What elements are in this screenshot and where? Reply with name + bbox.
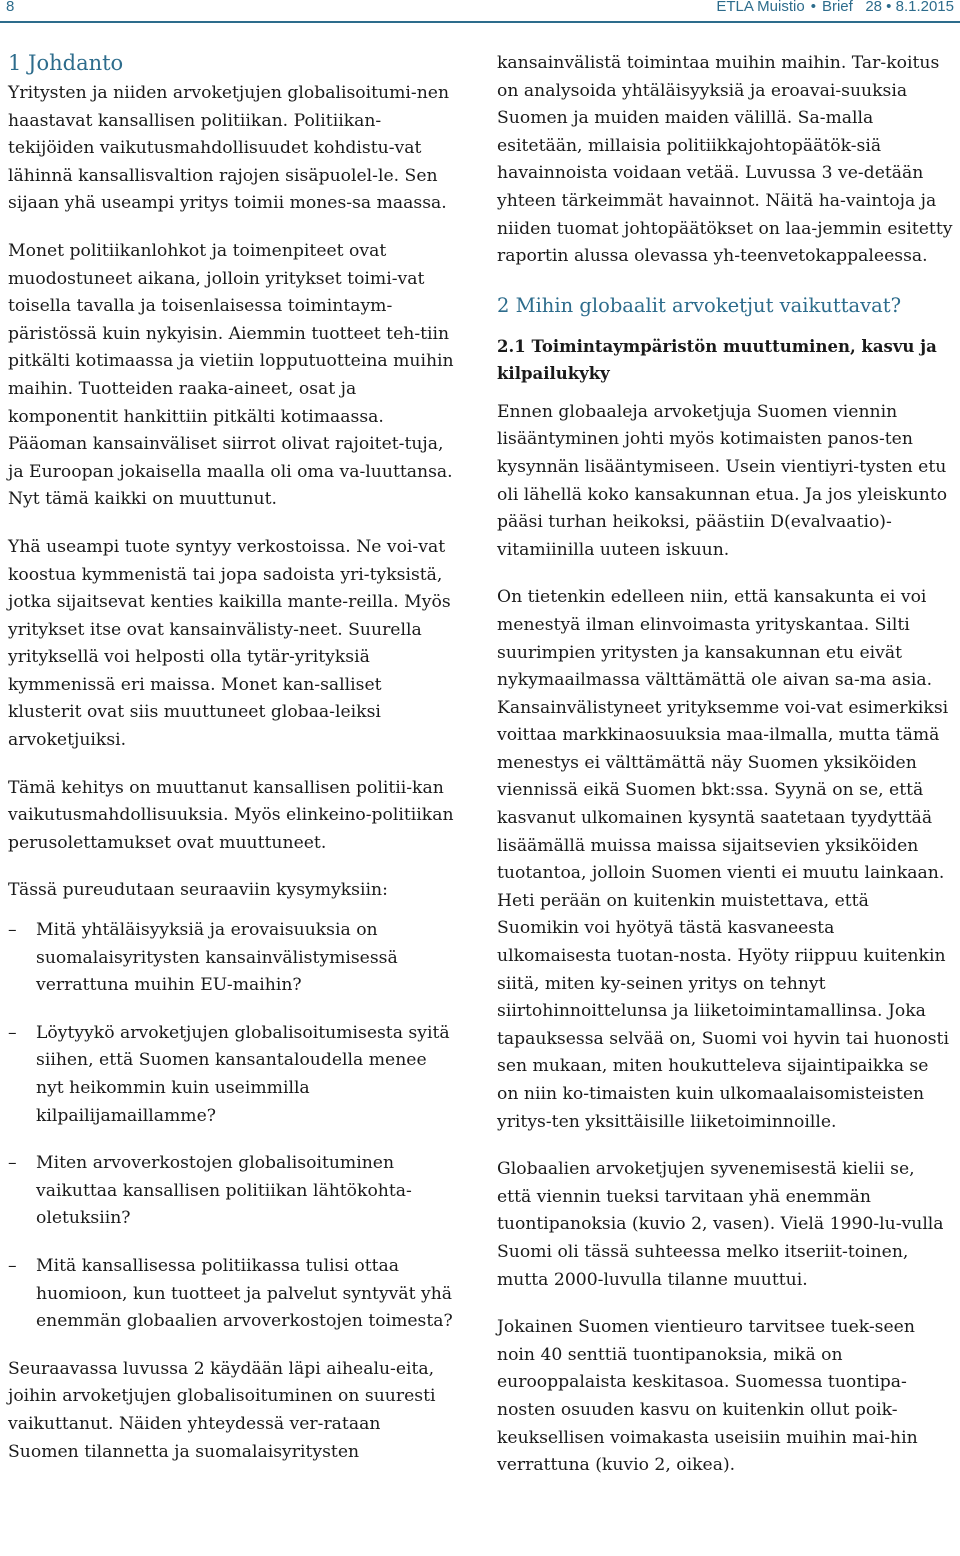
body-paragraph: Yritysten ja niiden arvoketjujen globalisoitumi-nen haastavat kansallisen politiikan. Politiikan-tekijöiden vaikutusmahdollisuudet kohdistu-vat lähinnä kansallisvaltion rajojen sisäpuolel-le. Sen sijaan yhä useampi yritys toimii mones-sa maassa. xyxy=(8,83,450,214)
body-paragraph: Yhä useampi tuote syntyy verkostoissa. Ne voi-vat koostua kymmenistä tai jopa sadoista yri-tyksistä, jotka sijaitsevat kenties kaikilla mante-reilla. Myös yritykset itse ovat kansainvälisty-neet. Suurella yrityksellä voi helposti olla tytär-yrityksiä kymmenissä eri maissa. Monet kan-salliset klusterit ovat siis muuttuneet globaa-leiksi arvoketjuiksi. xyxy=(8,536,451,751)
list-item-text: Mitä kansallisessa politiikassa tulisi ottaa huomioon, kun tuotteet ja palvelut syntyvät yhä enemmän globaalien arvoverkostojen toimesta? xyxy=(36,1255,453,1332)
body-paragraph: Tämä kehitys on muuttanut kansallisen politii-kan vaikutusmahdollisuuksia. Myös elinkeino-politiikan perusolettamukset ovat muuttuneet. xyxy=(8,777,454,853)
body-paragraph: Jokainen Suomen vientieuro tarvitsee tuek-seen noin 40 senttiä tuontipanoksia, mikä on eurooppalaista keskitasoa. Suomessa tuontipa-nosten osuuden kasvu on kuitenkin ollut poik-keuksellisen voimakasta useisiin muihin mai-hin verrattuna (kuvio 2, oikea). xyxy=(497,1317,918,1476)
body-paragraph: Tässä pureudutaan seuraaviin kysymyksiin: xyxy=(8,880,388,901)
body-paragraph: Ennen globaaleja arvoketjuja Suomen viennin lisääntyminen johti myös kotimaisten panos-ten kysynnän lisääntymiseen. Usein vientiyri-tysten etu oli lähellä koko kansakunnan etua. Ja jos yleiskunto pääsi turhan heikoksi, päästiin D(evalvaatio)-vitamiinilla uuteen iskuun. xyxy=(497,401,948,560)
body-paragraph: On tietenkin edelleen niin, että kansakunta ei voi menestyä ilman elinvoimasta yrityskantaa. Silti suurimpien yritysten ja kansakunnan etu eivät nykymaailmassa välttämättä ole aivan sa-ma asia. Kansainvälistyneet yrityksemme voi-vat esimerkiksi voittaa markkinaosuuksia maa-ilmalla, mutta tämä menestys ei välttämättä näy Suomen yksiköiden viennissä eikä Suomen bkt:ssa. Syynä on se, että kasvanut ulkomainen kysyntä saatetaan tyydyttää lisäämällä muissa maissa sijaitsevien yksiköiden tuotantoa, jolloin Suomen vienti ei muutu lainkaan. Heti perään on kuitenkin muistettava, että Suomikin voi hyötyä tästä kasvaneesta ulkomaisesta tuotan-nosta. Hyöty riippuu kuitenkin siitä, miten ky-seinen yritys on tehnyt siirtohinnoittelunsa ja liiketoimintamallinsa. Joka tapauksessa selvää on, Suomi voi hyvin tai huonosti sen mukaan, miten houkutteleva sijaintipaikka se on niin ko-timaisten kuin ulkomaalaisomisteisten yritys-ten yksittäisille liiketoiminnoille. xyxy=(497,587,949,1132)
dash-marker: – xyxy=(8,1022,17,1043)
body-paragraph: Seuraavassa luvussa 2 käydään läpi aihealu-eita, joihin arvoketjujen globalisoituminen on suuresti vaikuttanut. Näiden yhteydessä ver-rataan Suomen tilannetta ja suomalaisyritysten xyxy=(8,1358,436,1462)
publication-name: ETLA Muistio xyxy=(716,0,805,15)
section-heading-arvoketjut: 2 Mihin globaalit arvoketjut vaikuttavat? xyxy=(497,293,902,317)
subsection-heading: 2.1 Toimintaympäristön muuttuminen, kasvu ja kilpailukyky xyxy=(497,336,937,383)
list-item-text: Löytyykö arvoketjujen globalisoitumisesta syitä siihen, että Suomen kansantaloudella menee nyt heikommin kuin useimmilla kilpailijamaillamme? xyxy=(36,1022,450,1126)
body-paragraph: kansainvälistä toimintaa muihin maihin. Tar-koitus on analysoida yhtäläisyyksiä ja eroavai-suuksia Suomen ja muiden maiden välillä. Sa-malla esitetään, millaisia politiikkajohtopäätök-siä havainnoista voidaan vetää. Luvussa 3 ve-detään yhteen tärkeimmät havainnot. Näitä ha-vaintoja ja niiden tuomat johtopäätökset on laa-jemmin esitetty raportin alussa olevassa yh-teenvetokappaleessa. xyxy=(497,53,953,267)
list-item xyxy=(8,1020,456,1130)
series-name: Brief xyxy=(821,0,853,15)
header-separator: • xyxy=(810,0,816,15)
right-column xyxy=(497,50,953,1480)
section-heading-johdanto: 1 Johdanto xyxy=(8,51,124,75)
page-header xyxy=(0,0,960,24)
dash-marker: – xyxy=(8,1153,17,1174)
list-item xyxy=(8,1253,456,1336)
list-item-text: Miten arvoverkostojen globalisoituminen vaikuttaa kansallisen politiikan lähtökohta-oletuksiin? xyxy=(36,1153,412,1229)
list-item xyxy=(8,917,456,1000)
header-rule xyxy=(0,21,960,23)
body-paragraph: Globaalien arvoketjujen syvenemisestä kielii se, että viennin tueksi tarvitaan yhä enemmän tuontipanoksia (kuvio 2, vasen). Vielä 1990-lu-vulla Suomi oli tässä suhteessa melko itseriit-toinen, mutta 2000-luvulla tilanne muuttui. xyxy=(497,1159,944,1290)
body-paragraph: Monet politiikanlohkot ja toimenpiteet ovat muodostuneet aikana, jolloin yritykset toimi-vat toisella tavalla ja toisenlaisessa toimintaym-päristössä kuin nykyisin. Aiemmin tuotteet teh-tiin pitkälti kotimaassa ja vietiin lopputuotteina muihin maihin. Tuotteiden raaka-aineet, osat ja komponentit hankittiin pitkälti kotimaassa. Pääoman kansainväliset siirrot olivat rajoitet-tuja, ja Euroopan jokaisella maalla oli oma va-luuttansa. Nyt tämä kaikki on muuttunut. xyxy=(8,240,454,510)
left-column xyxy=(8,48,456,1466)
dash-marker: – xyxy=(8,920,17,941)
page-number: 8 xyxy=(6,0,15,15)
list-item xyxy=(8,1150,456,1233)
dash-marker: – xyxy=(8,1255,17,1276)
question-list xyxy=(8,917,456,1336)
list-item-text: Mitä yhtäläisyyksiä ja erovaisuuksia on suomalaisyritysten kansainvälistymisessä verrattuna muihin EU-maihin? xyxy=(36,920,398,996)
issue-date: 28 • 8.1.2015 xyxy=(865,0,954,15)
running-head xyxy=(716,0,954,15)
